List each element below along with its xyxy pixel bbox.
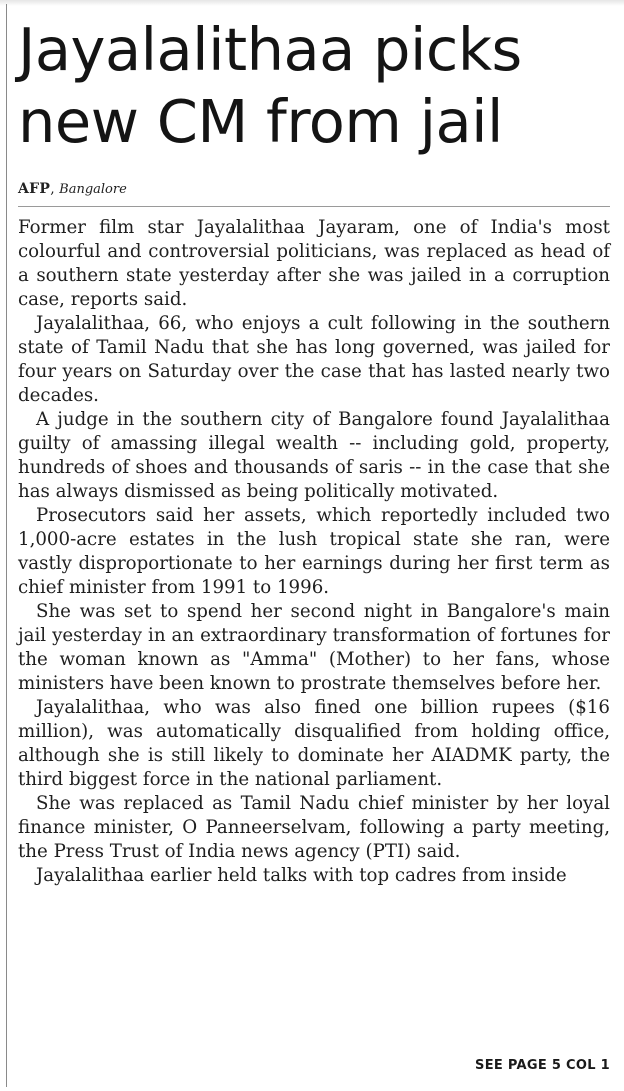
- article-paragraph: Former film star Jayalalithaa Jayaram, one of India's most colourful and controversial politicians, was replaced as head of a southern state yesterday after she was jailed in a corruption case, reports said.: [18, 217, 610, 310]
- news-article: [18, 14, 610, 888]
- byline: [18, 180, 610, 199]
- column-rule: [6, 4, 7, 1087]
- article-paragraph: A judge in the southern city of Bangalore found Jayalalithaa guilty of amassing illegal wealth -- including gold, property, hundreds of shoes and thousands of saris -- in the case that she has always dismissed as being politically motivated.: [18, 409, 610, 502]
- jump-line: SEE PAGE 5 COL 1: [475, 1058, 610, 1073]
- byline-divider: [18, 206, 610, 207]
- byline-separator: ,: [50, 181, 60, 197]
- article-paragraph: She was replaced as Tamil Nadu chief minister by her loyal finance minister, O Panneerselvam, following a party meeting, the Press Trust of India news agency (PTI) said.: [18, 793, 610, 862]
- article-paragraph: Jayalalithaa, 66, who enjoys a cult following in the southern state of Tamil Nadu that she has long governed, was jailed for four years on Saturday over the case that has lasted nearly two decades.: [18, 313, 610, 406]
- article-paragraph: She was set to spend her second night in Bangalore's main jail yesterday in an extraordinary transformation of fortunes for the woman known as "Amma" (Mother) to her fans, whose ministers have been known to prostrate themselves before her.: [18, 601, 610, 694]
- top-page-edge: [0, 0, 624, 6]
- byline-agency: AFP: [18, 181, 51, 197]
- article-paragraph: Jayalalithaa, who was also fined one billion rupees ($16 million), was automatically disqualified from holding office, although she is still likely to dominate her AIADMK party, the third biggest force in the national parliament.: [18, 697, 610, 790]
- byline-location: Bangalore: [59, 182, 127, 197]
- article-paragraph: Jayalalithaa earlier held talks with top cadres from inside: [36, 865, 567, 886]
- article-body: [18, 216, 610, 888]
- article-paragraph: Prosecutors said her assets, which reportedly included two 1,000-acre estates in the lush tropical state she ran, were vastly disproportionate to her earnings during her first term as chief minister from 1991 to 1996.: [18, 505, 610, 598]
- headline: Jayalalithaa picks new CM from jail: [18, 15, 522, 156]
